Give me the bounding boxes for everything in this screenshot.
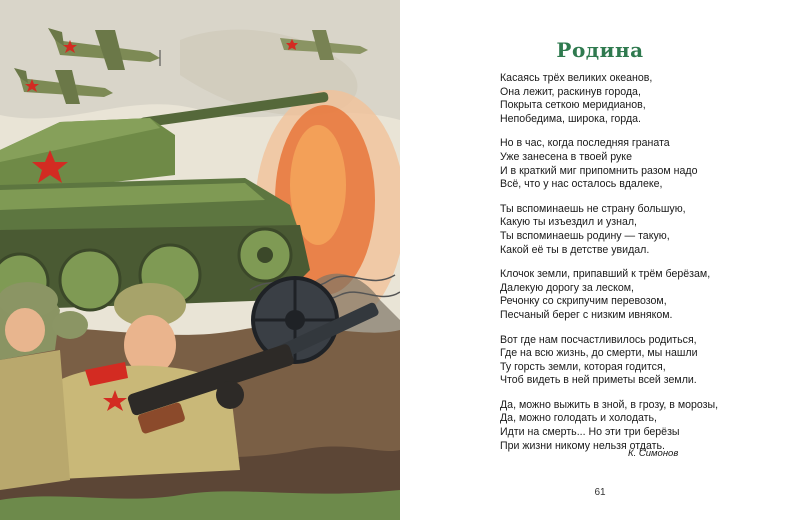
stanza (500, 137, 790, 191)
poem-line: Где на всю жизнь, до смерти, мы нашли (500, 347, 698, 360)
poem-title: Родина (556, 38, 644, 62)
stanza (500, 399, 790, 453)
poem-line: Уже занесена в твоей руке (500, 150, 632, 163)
poem-line: Но в час, когда последняя граната (500, 137, 670, 150)
stanza (500, 268, 790, 322)
poem-line: При жизни никому нельзя отдать. (500, 439, 665, 452)
poem-author: К. Симонов (628, 448, 679, 459)
poem-line: Клочок земли, припавший к трём берёзам, (500, 268, 711, 281)
page-number: 61 (594, 487, 606, 498)
poem-line: Какую ты изъездил и узнал, (500, 216, 637, 229)
text-page (400, 0, 800, 520)
poem-body (500, 72, 790, 464)
poem-line: Покрыта сеткою меридианов, (500, 99, 646, 112)
poem-line: Речонку со скрипучим перевозом, (500, 295, 667, 308)
poem-line: Далекую дорогу за леском, (500, 281, 634, 294)
poem-line: Она лежит, раскинув города, (500, 85, 641, 98)
poem-line: Касаясь трёх великих океанов, (500, 72, 653, 84)
poem-line: Вот где нам посчастливилось родиться, (500, 333, 697, 346)
poem-line: И в краткий миг припомнить разом надо (500, 164, 698, 177)
poem-line: Идти на смерть... Но эти три берёзы (500, 426, 680, 439)
poem-line: Чтоб видеть в ней приметы всей земли. (500, 374, 697, 387)
poem-line: Да, можно выжить в зной, в грозу, в морозы, (500, 398, 719, 411)
poem-line: Песчаный берег с низким ивняком. (500, 308, 673, 321)
stanza (500, 334, 790, 388)
poem-line: Да, можно голодать и холодать, (500, 412, 657, 425)
poem-line: Непобедима, широка, горда. (500, 112, 641, 125)
stanza (500, 72, 790, 126)
stanza (500, 203, 790, 257)
poem-line: Какой её ты в детстве увидал. (500, 243, 650, 256)
poem-line: Ты вспоминаешь не страну большую, (500, 202, 686, 215)
poem-line: Всё, что у нас осталось вдалеке, (500, 178, 663, 191)
poem-line: Ты вспоминаешь родину — такую, (500, 229, 670, 242)
poem-line: Ту горсть земли, которая годится, (500, 360, 666, 373)
